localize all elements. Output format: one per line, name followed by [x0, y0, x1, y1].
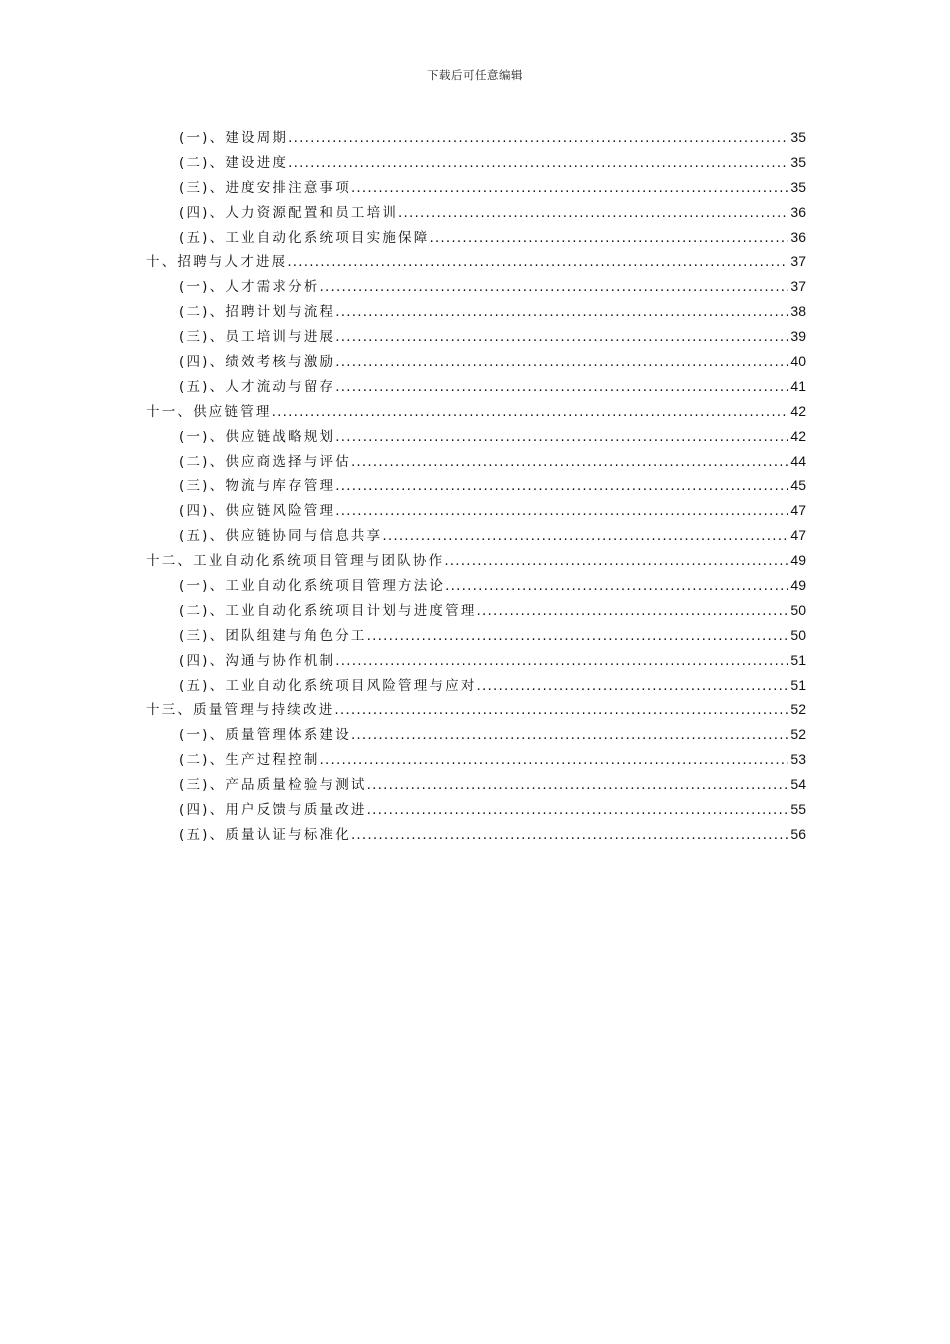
toc-section-entry[interactable]	[146, 797, 806, 822]
toc-section-entry[interactable]	[146, 772, 806, 797]
toc-page-number: 55	[790, 801, 806, 818]
toc-page-number: 44	[790, 452, 806, 469]
toc-section-entry[interactable]	[146, 673, 806, 698]
toc-entry-title: (二)、生产过程控制	[179, 752, 320, 769]
toc-section-entry[interactable]	[146, 200, 806, 225]
toc-dot-leader	[288, 151, 788, 176]
toc-entry-title: (三)、进度安排注意事项	[179, 179, 351, 196]
toc-entry-title: (四)、用户反馈与质量改进	[179, 802, 367, 819]
toc-page-number: 39	[790, 328, 806, 345]
toc-dot-leader	[398, 201, 788, 226]
toc-page-number: 50	[790, 626, 806, 643]
toc-page-number: 50	[790, 601, 806, 618]
toc-dot-leader	[477, 674, 789, 699]
toc-page-number: 49	[790, 577, 806, 594]
toc-entry-title: (三)、员工培训与进展	[179, 329, 336, 346]
toc-page-number: 42	[790, 402, 806, 419]
toc-dot-leader	[288, 126, 788, 151]
toc-dot-leader	[335, 375, 788, 400]
toc-page-number: 40	[790, 353, 806, 370]
toc-entry-title: 十、招聘与人才进展	[146, 254, 288, 271]
toc-entry-title: (三)、产品质量检验与测试	[179, 777, 367, 794]
table-of-contents	[146, 125, 806, 847]
toc-entry-title: 十一、供应链管理	[146, 403, 272, 420]
toc-entry-title: (一)、工业自动化系统项目管理方法论	[179, 578, 446, 595]
toc-entry-title: (四)、供应链风险管理	[179, 503, 336, 520]
toc-dot-leader	[445, 574, 788, 599]
toc-chapter-entry[interactable]	[146, 399, 806, 424]
toc-page-number: 47	[790, 527, 806, 544]
toc-page-number: 51	[790, 676, 806, 693]
toc-page-number: 35	[790, 129, 806, 145]
toc-dot-leader	[320, 748, 789, 773]
toc-dot-leader	[429, 226, 788, 251]
toc-page-number: 53	[790, 751, 806, 768]
toc-dot-leader	[477, 599, 789, 624]
toc-section-entry[interactable]	[146, 324, 806, 349]
toc-section-entry[interactable]	[146, 573, 806, 598]
toc-entry-title: (五)、质量认证与标准化	[179, 826, 351, 843]
toc-section-entry[interactable]	[146, 150, 806, 175]
toc-chapter-entry[interactable]	[146, 697, 806, 722]
toc-entry-title: (五)、人才流动与留存	[179, 378, 336, 395]
toc-section-entry[interactable]	[146, 424, 806, 449]
toc-dot-leader	[335, 649, 788, 674]
toc-section-entry[interactable]	[146, 274, 806, 299]
toc-dot-leader	[335, 300, 788, 325]
toc-page-number: 42	[790, 427, 806, 444]
toc-dot-leader	[272, 400, 789, 425]
toc-entry-title: (一)、质量管理体系建设	[179, 727, 351, 744]
toc-section-entry[interactable]	[146, 523, 806, 548]
toc-entry-title: (四)、人力资源配置和员工培训	[179, 204, 399, 221]
toc-dot-leader	[335, 350, 788, 375]
toc-dot-leader	[335, 499, 788, 524]
toc-page-number: 45	[790, 477, 806, 494]
toc-entry-title: (一)、人才需求分析	[179, 279, 320, 296]
toc-section-entry[interactable]	[146, 125, 806, 150]
page-header: 下载后可任意编辑	[427, 68, 523, 82]
toc-dot-leader	[287, 250, 788, 275]
toc-page-number: 49	[790, 552, 806, 569]
toc-dot-leader	[351, 176, 788, 201]
toc-dot-leader	[351, 450, 788, 475]
toc-dot-leader	[367, 624, 789, 649]
toc-section-entry[interactable]	[146, 623, 806, 648]
toc-page-number: 38	[790, 303, 806, 320]
toc-page-number: 35	[790, 153, 806, 170]
toc-dot-leader	[351, 823, 788, 848]
toc-page-number: 52	[790, 701, 806, 718]
toc-page-number: 36	[790, 228, 806, 245]
toc-entry-title: 十三、质量管理与持续改进	[146, 702, 335, 719]
toc-page-number: 54	[790, 776, 806, 793]
toc-entry-title: (三)、物流与库存管理	[179, 478, 336, 495]
toc-page-number: 51	[790, 651, 806, 668]
toc-entry-title: (四)、绩效考核与激励	[179, 354, 336, 371]
toc-section-entry[interactable]	[146, 225, 806, 250]
toc-dot-leader	[444, 549, 788, 574]
toc-dot-leader	[367, 773, 789, 798]
toc-page-number: 36	[790, 203, 806, 220]
toc-entry-title: (五)、工业自动化系统项目风险管理与应对	[179, 677, 477, 694]
toc-section-entry[interactable]	[146, 175, 806, 200]
toc-section-entry[interactable]	[146, 598, 806, 623]
toc-section-entry[interactable]	[146, 449, 806, 474]
toc-entry-title: (三)、团队组建与角色分工	[179, 627, 367, 644]
toc-dot-leader	[351, 723, 788, 748]
toc-entry-title: (一)、建设周期	[179, 130, 289, 146]
toc-entry-title: (四)、沟通与协作机制	[179, 652, 336, 669]
toc-entry-title: (二)、供应商选择与评估	[179, 453, 351, 470]
toc-chapter-entry[interactable]	[146, 249, 806, 274]
toc-entry-title: (五)、工业自动化系统项目实施保障	[179, 229, 430, 246]
toc-section-entry[interactable]	[146, 822, 806, 847]
toc-entry-title: (二)、建设进度	[179, 154, 289, 171]
toc-page-number: 35	[790, 178, 806, 195]
toc-entry-title: (二)、招聘计划与流程	[179, 304, 336, 321]
toc-entry-title: (一)、供应链战略规划	[179, 428, 336, 445]
toc-section-entry[interactable]	[146, 349, 806, 374]
toc-entry-title: (五)、供应链协同与信息共享	[179, 528, 383, 545]
toc-page-number: 37	[790, 253, 806, 270]
toc-dot-leader	[334, 698, 788, 723]
toc-section-entry[interactable]	[146, 498, 806, 523]
toc-section-entry[interactable]	[146, 747, 806, 772]
toc-chapter-entry[interactable]	[146, 548, 806, 573]
toc-page-number: 37	[790, 278, 806, 295]
toc-entry-title: (二)、工业自动化系统项目计划与进度管理	[179, 602, 477, 619]
toc-section-entry[interactable]	[146, 299, 806, 324]
toc-dot-leader	[335, 325, 788, 350]
toc-section-entry[interactable]	[146, 648, 806, 673]
toc-dot-leader	[320, 275, 789, 300]
toc-dot-leader	[382, 524, 788, 549]
toc-section-entry[interactable]	[146, 374, 806, 399]
toc-dot-leader	[335, 474, 788, 499]
toc-dot-leader	[367, 798, 789, 823]
toc-section-entry[interactable]	[146, 473, 806, 498]
toc-page-number: 56	[790, 825, 806, 842]
toc-page-number: 52	[790, 726, 806, 743]
toc-dot-leader	[335, 425, 788, 450]
toc-page-number: 41	[790, 377, 806, 394]
toc-entry-title: 十二、工业自动化系统项目管理与团队协作	[146, 553, 445, 570]
toc-page-number: 47	[790, 502, 806, 519]
toc-section-entry[interactable]	[146, 722, 806, 747]
